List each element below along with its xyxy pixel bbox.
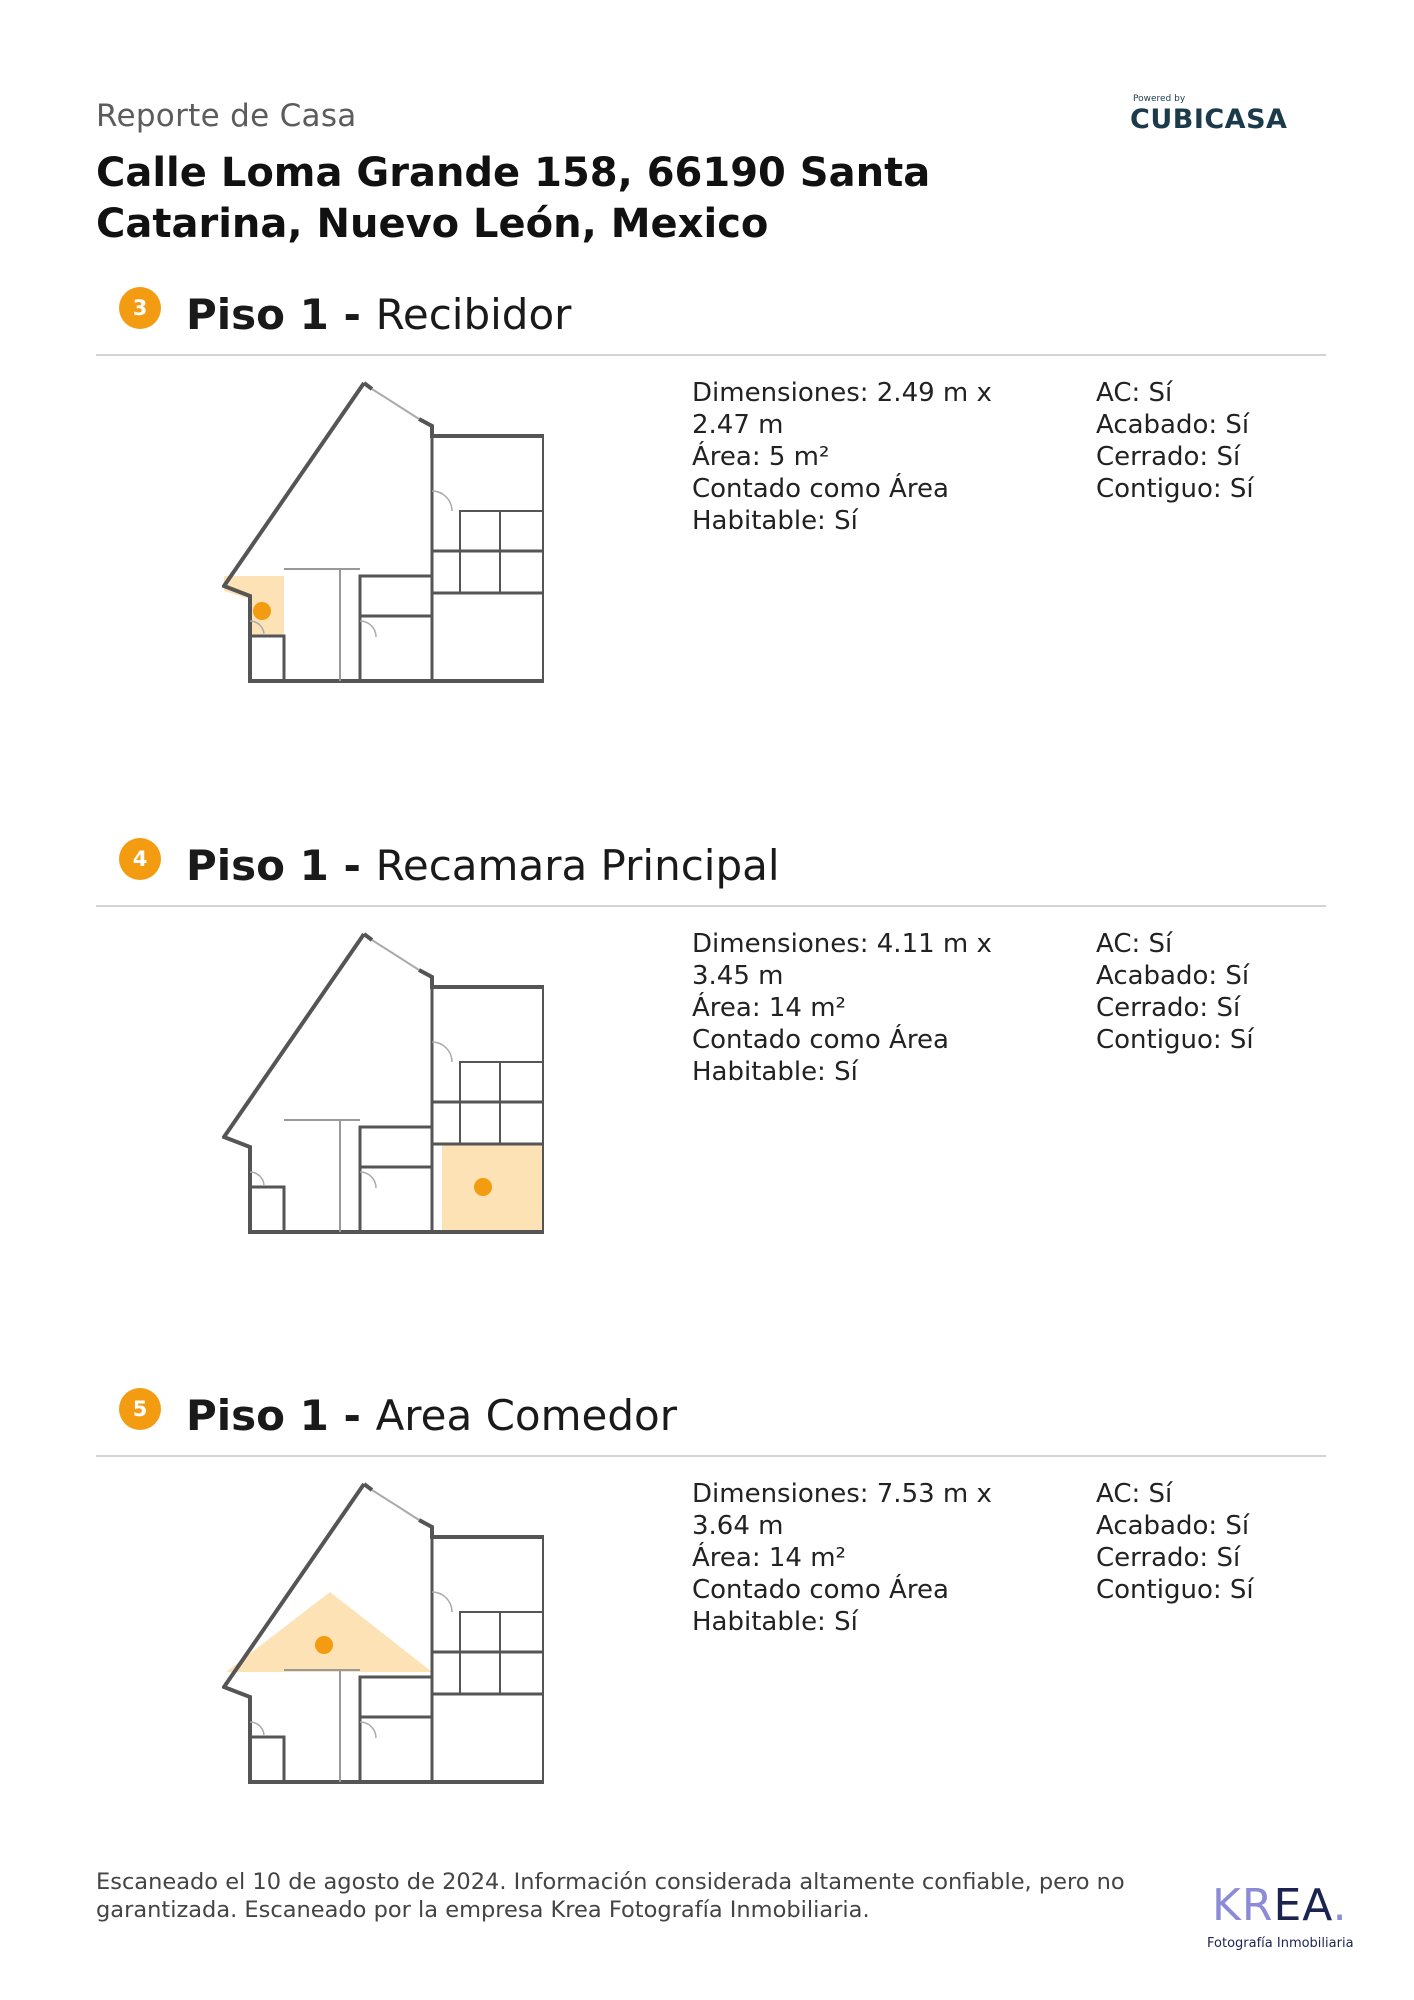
habitable-text: Contado como Área Habitable: Sí — [692, 1575, 949, 1637]
title-separator: - — [328, 841, 376, 890]
interior-wall — [250, 636, 284, 681]
room-attributes — [1096, 928, 1336, 1056]
door-swing — [360, 621, 376, 637]
habitable-text: Contado como Área Habitable: Sí — [692, 474, 949, 536]
ac-text: AC: Sí — [1096, 929, 1173, 959]
room-details — [692, 928, 1057, 1088]
title-separator: - — [328, 290, 376, 339]
scan-disclaimer: Escaneado el 10 de agosto de 2024. Información considerada altamente confiable, pero no garantizada. Escaneado por la empresa Krea Fotografía Inmobiliaria. — [96, 1869, 1125, 1923]
room-number-badge: 5 — [119, 1388, 161, 1430]
room-section — [0, 287, 1414, 807]
room-details — [692, 1478, 1057, 1638]
area-text: Área: 14 m² — [692, 993, 846, 1023]
bathroom-wall — [360, 576, 432, 616]
area-text: Área: 14 m² — [692, 1543, 846, 1573]
krea-logo-a: A — [1302, 1880, 1333, 1931]
dimensions-text: Dimensiones: 2.49 m x 2.47 m — [692, 378, 992, 440]
closed-text: Cerrado: Sí — [1096, 1543, 1241, 1573]
title-separator: - — [328, 1391, 376, 1440]
finished-text: Acabado: Sí — [1096, 410, 1250, 440]
contiguous-text: Contiguo: Sí — [1096, 474, 1254, 504]
outer-wall-stub — [364, 1484, 372, 1490]
contiguous-text: Contiguo: Sí — [1096, 1025, 1254, 1055]
door-swing — [432, 1592, 452, 1612]
highlighted-room-area — [442, 1144, 544, 1230]
cubicasa-logo: CUBICASA — [1130, 104, 1288, 135]
room-marker-dot — [474, 1178, 492, 1196]
window-segment — [372, 1490, 419, 1520]
floor-label: Piso 1 — [186, 290, 329, 339]
room-name: Recamara Principal — [375, 841, 780, 890]
krea-logo-r: R — [1241, 1880, 1274, 1931]
highlighted-room-area — [224, 576, 284, 636]
area-text: Área: 5 m² — [692, 442, 830, 472]
room-title — [186, 1388, 677, 1444]
closed-text: Cerrado: Sí — [1096, 993, 1241, 1023]
floor-label: Piso 1 — [186, 1391, 329, 1440]
floor-plan-diagram — [222, 932, 544, 1242]
property-address: Calle Loma Grande 158, 66190 Santa Catarina, Nuevo León, Mexico — [96, 150, 931, 247]
room-number-badge: 3 — [119, 287, 161, 329]
floor-label: Piso 1 — [186, 841, 329, 890]
section-divider — [96, 1455, 1326, 1457]
room-number-badge: 4 — [119, 838, 161, 880]
door-swing — [360, 1172, 376, 1188]
room-marker-dot — [315, 1636, 333, 1654]
ac-text: AC: Sí — [1096, 1479, 1173, 1509]
door-swing — [432, 1042, 452, 1062]
door-swing — [250, 1172, 264, 1186]
window-segment — [372, 389, 419, 419]
room-title — [186, 838, 780, 894]
door-swing — [360, 1722, 376, 1738]
room-attributes — [1096, 377, 1336, 505]
krea-tagline: Fotografía Inmobiliaria — [1207, 1936, 1354, 1951]
room-attributes — [1096, 1478, 1336, 1606]
finished-text: Acabado: Sí — [1096, 961, 1250, 991]
finished-text: Acabado: Sí — [1096, 1511, 1250, 1541]
room-title — [186, 287, 571, 343]
krea-logo-e: E — [1273, 1880, 1303, 1931]
ac-text: AC: Sí — [1096, 378, 1173, 408]
habitable-text: Contado como Área Habitable: Sí — [692, 1025, 949, 1087]
section-divider — [96, 354, 1326, 356]
contiguous-text: Contiguo: Sí — [1096, 1575, 1254, 1605]
window-segment — [372, 940, 419, 970]
krea-logo — [1212, 1880, 1348, 1931]
cubicasa-powered-text: Powered by — [1133, 94, 1186, 104]
room-details — [692, 377, 1057, 537]
dimensions-text: Dimensiones: 4.11 m x 3.45 m — [692, 929, 992, 991]
room-name: Recibidor — [375, 290, 572, 339]
room-section — [0, 1388, 1414, 1908]
room-section — [0, 838, 1414, 1358]
bathroom-wall — [360, 1677, 432, 1717]
room-name: Area Comedor — [375, 1391, 677, 1440]
outer-wall-stub — [364, 383, 372, 389]
section-divider — [96, 905, 1326, 907]
bathroom-wall — [360, 1127, 432, 1167]
dimensions-text: Dimensiones: 7.53 m x 3.64 m — [692, 1479, 992, 1541]
door-swing — [250, 1722, 264, 1736]
floor-plan-diagram — [222, 381, 544, 691]
interior-wall — [250, 1737, 284, 1782]
krea-logo-k: K — [1212, 1880, 1242, 1931]
highlighted-room-area — [226, 1592, 432, 1672]
interior-wall — [250, 1187, 284, 1232]
closed-text: Cerrado: Sí — [1096, 442, 1241, 472]
report-subtitle: Reporte de Casa — [96, 98, 357, 134]
outer-wall-stub — [364, 934, 372, 940]
floor-plan-diagram — [222, 1482, 544, 1792]
door-swing — [432, 491, 452, 511]
krea-logo-dot: . — [1332, 1880, 1348, 1931]
room-marker-dot — [253, 602, 271, 620]
